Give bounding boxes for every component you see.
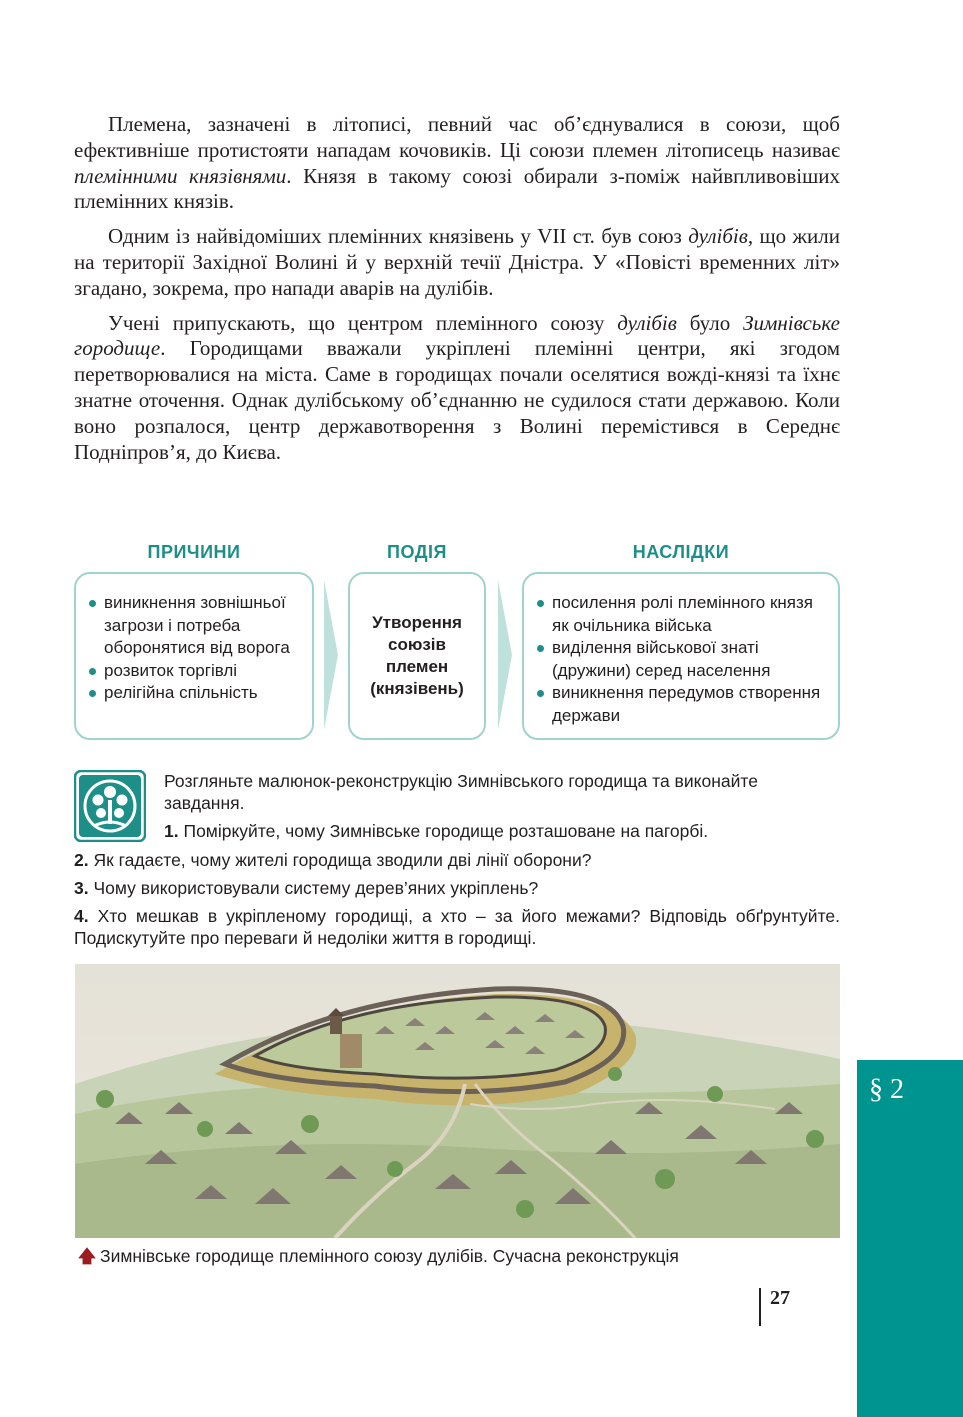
question-text: Як гадаєте, чому жителі городища зводили дві лінії оборони? (93, 850, 592, 870)
p3-text-a: Учені припускають, що центром племінного союзу (108, 310, 618, 335)
hillfort-illustration (75, 964, 840, 1238)
p1-term: племінними князівнями (74, 163, 287, 188)
cause-effect-diagram (74, 540, 840, 745)
event-box (348, 572, 486, 740)
tree-circle-icon (74, 770, 146, 842)
task-question-1 (164, 820, 840, 842)
p3-text-c: . Городищами вважали укріплені племінні центри, які згодом перетворювалися на міста. Саме в городищах почали оселятися вожді-князі та їхнє знатне оточення. Однак дулібському об’єднанню не судилося стати державою. Коли воно розпалося, центр державотворення з Волині перемістився в Середнє Подніпров’я, до Києва. (74, 336, 840, 464)
consequence-item: посилення ролі племінного князя як очільника війська (536, 592, 828, 637)
question-number: 4. (74, 906, 89, 926)
p2-text-a: Одним із найвідоміших племінних князівень у VII ст. був союз (108, 224, 689, 249)
question-text: Поміркуйте, чому Зимнівське городище розташоване на пагорбі. (183, 821, 709, 841)
arrow-right-icon (496, 580, 514, 730)
event-header: ПОДІЯ (387, 542, 447, 562)
consequence-item: виникнення передумов створення держави (536, 682, 828, 727)
p1-text-b: . Князя в такому союзі обирали з-поміж найвпливовіших племінних князів. (74, 163, 840, 214)
consequence-item: виділення військової знаті (дружини) серед населення (536, 637, 828, 682)
p2-term: дулібів (688, 224, 748, 249)
task-intro: Розгляньте малюнок-реконструкцію Зимнівського городища та виконайте завдання. (164, 771, 758, 813)
causes-header: ПРИЧИНИ (147, 542, 241, 562)
causes-box (74, 572, 314, 740)
section-tab (857, 1060, 963, 1417)
cause-item: релігійна спільність (88, 682, 302, 705)
arrow-up-icon: 🡅 (78, 1246, 96, 1266)
p3-text-b: було (676, 310, 744, 335)
p2-text-b: , що жили на території Західної Волині й у верхній течії Дністра. У «Повісті временних літ» згадано, зокрема, про напади аварів на дулібів. (74, 224, 840, 300)
task-question-3 (74, 877, 840, 899)
consequences-list (536, 592, 828, 727)
consequences-header: НАСЛІДКИ (632, 542, 730, 562)
paragraph-3 (74, 311, 840, 466)
caption-text: Зимнівське городище племінного союзу дулібів. Сучасна реконструкція (100, 1246, 679, 1266)
consequences-box (522, 572, 840, 740)
page-number: 27 (770, 1287, 790, 1309)
question-number: 2. (74, 850, 89, 870)
cause-item: розвиток торгівлі (88, 660, 302, 683)
task-question-2 (74, 849, 840, 871)
question-text: Хто мешкав в укріпленому городищі, а хто – за його межами? Відповідь обґрунтуйте. Подискутуйте про переваги й недоліки життя в городищі. (74, 906, 840, 948)
main-text (74, 112, 840, 474)
paragraph-1 (74, 112, 840, 215)
arrow-right-icon (322, 580, 340, 730)
paragraph-2 (74, 224, 840, 301)
p1-text-a: Племена, зазначені в літописі, певний час об’єднувалися в союзи, щоб ефективніше протистояти нападам кочовиків. Ці союзи племен літописець називає (74, 112, 840, 162)
section-label: § 2 (869, 1074, 904, 1105)
cause-item: виникнення зовнішньої загрози і потреба оборонятися від ворога (88, 592, 302, 660)
question-text: Чому використовували систему дерев’яних укріплень? (93, 878, 539, 898)
event-text: Утворення союзів племен (князівень) (370, 613, 464, 698)
p3-term-2: Зимнівське городище (74, 310, 840, 361)
question-number: 3. (74, 878, 89, 898)
question-number: 1. (164, 821, 179, 841)
task-question-4 (74, 905, 840, 949)
page-number-divider (759, 1288, 761, 1326)
p3-term-1: дулібів (617, 310, 677, 335)
causes-list (88, 592, 302, 705)
illustration-caption (78, 1244, 838, 1274)
